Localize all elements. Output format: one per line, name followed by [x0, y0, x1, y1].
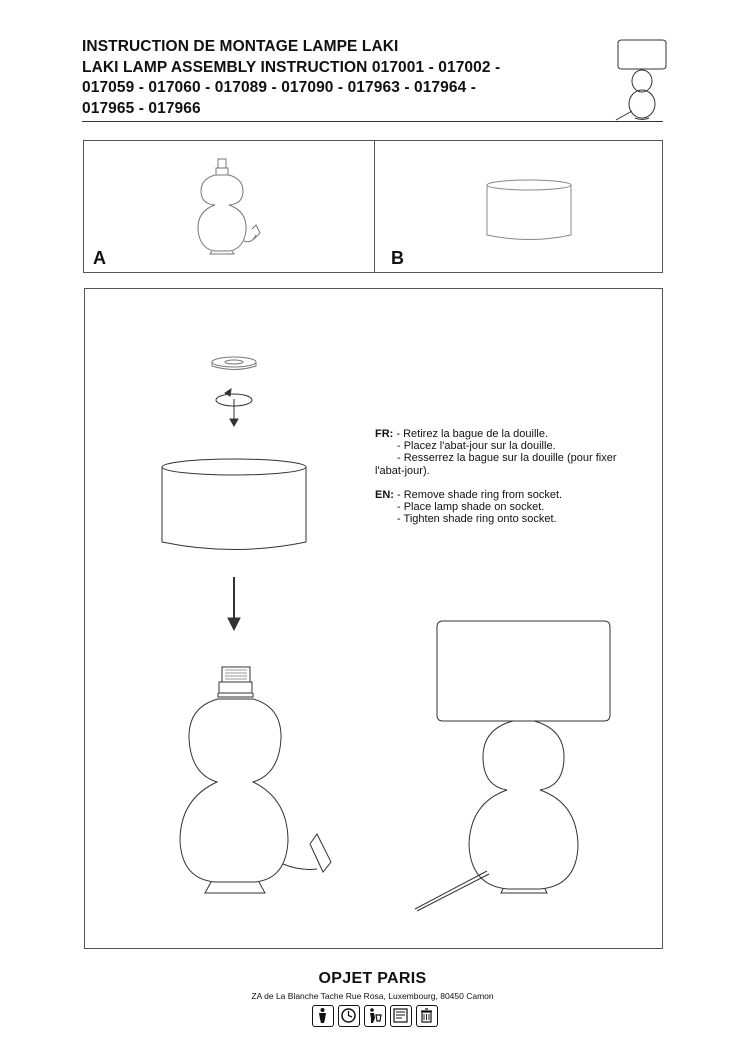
read-instructions-icon [390, 1005, 412, 1027]
fr-step-1: - Retirez la bague de la douille. [396, 428, 549, 440]
fr-step-3-cont: l'abat-jour). [375, 464, 430, 477]
header-divider [82, 121, 663, 122]
en-label: EN: [375, 488, 394, 501]
adult-assembly-icon [312, 1005, 334, 1027]
assembled-lamp-illustration [415, 621, 610, 911]
shade-ring-part [212, 357, 256, 370]
down-arrow-icon [228, 577, 240, 630]
company-address: ZA de La Blanche Tache Rue Rosa, Luxembourg, 80450 Camon [251, 991, 494, 1001]
waste-bin-icon [416, 1005, 438, 1027]
en-step-2: - Place lamp shade on socket. [397, 501, 545, 514]
part-b-box [374, 140, 663, 273]
rotate-arrow-icon [216, 389, 252, 426]
instructions-block [375, 428, 675, 525]
footer-pictograms [312, 1005, 438, 1027]
lamp-thumbnail-icon [608, 38, 668, 123]
fr-step-3: - Resserrez la bague sur la douille (pour fixer [397, 452, 617, 465]
part-b-label: B [391, 248, 404, 268]
assembly-illustration [85, 289, 664, 950]
en-instruction-line [375, 489, 675, 501]
en-step-1: - Remove shade ring from socket. [397, 488, 563, 501]
title-line: LAKI LAMP ASSEMBLY INSTRUCTION 017001 - 017002 - [82, 58, 501, 76]
lamp-shade-part [162, 459, 306, 550]
part-a-label: A [93, 248, 106, 268]
assembly-step-box [84, 288, 663, 949]
fr-label: FR: [375, 428, 394, 440]
fr-step-2: - Placez l'abat-jour sur la douille. [397, 440, 556, 453]
lamp-base-illustration [84, 141, 376, 274]
fr-instruction-line [375, 428, 675, 440]
part-a-box [83, 140, 375, 273]
en-step-3: - Tighten shade ring onto socket. [397, 513, 557, 526]
title-line: INSTRUCTION DE MONTAGE LAMPE LAKI [82, 38, 399, 55]
title-line: 017059 - 017060 - 017089 - 017090 - 017963 - 017964 - [82, 79, 476, 96]
title-line: 017965 - 017966 [82, 99, 201, 117]
recycle-person-icon [364, 1005, 386, 1027]
document-title [82, 37, 552, 119]
brand-name: OPJET PARIS [318, 970, 427, 987]
lamp-base-part [180, 667, 331, 893]
lamp-shade-illustration [375, 141, 664, 274]
clock-time-icon [338, 1005, 360, 1027]
